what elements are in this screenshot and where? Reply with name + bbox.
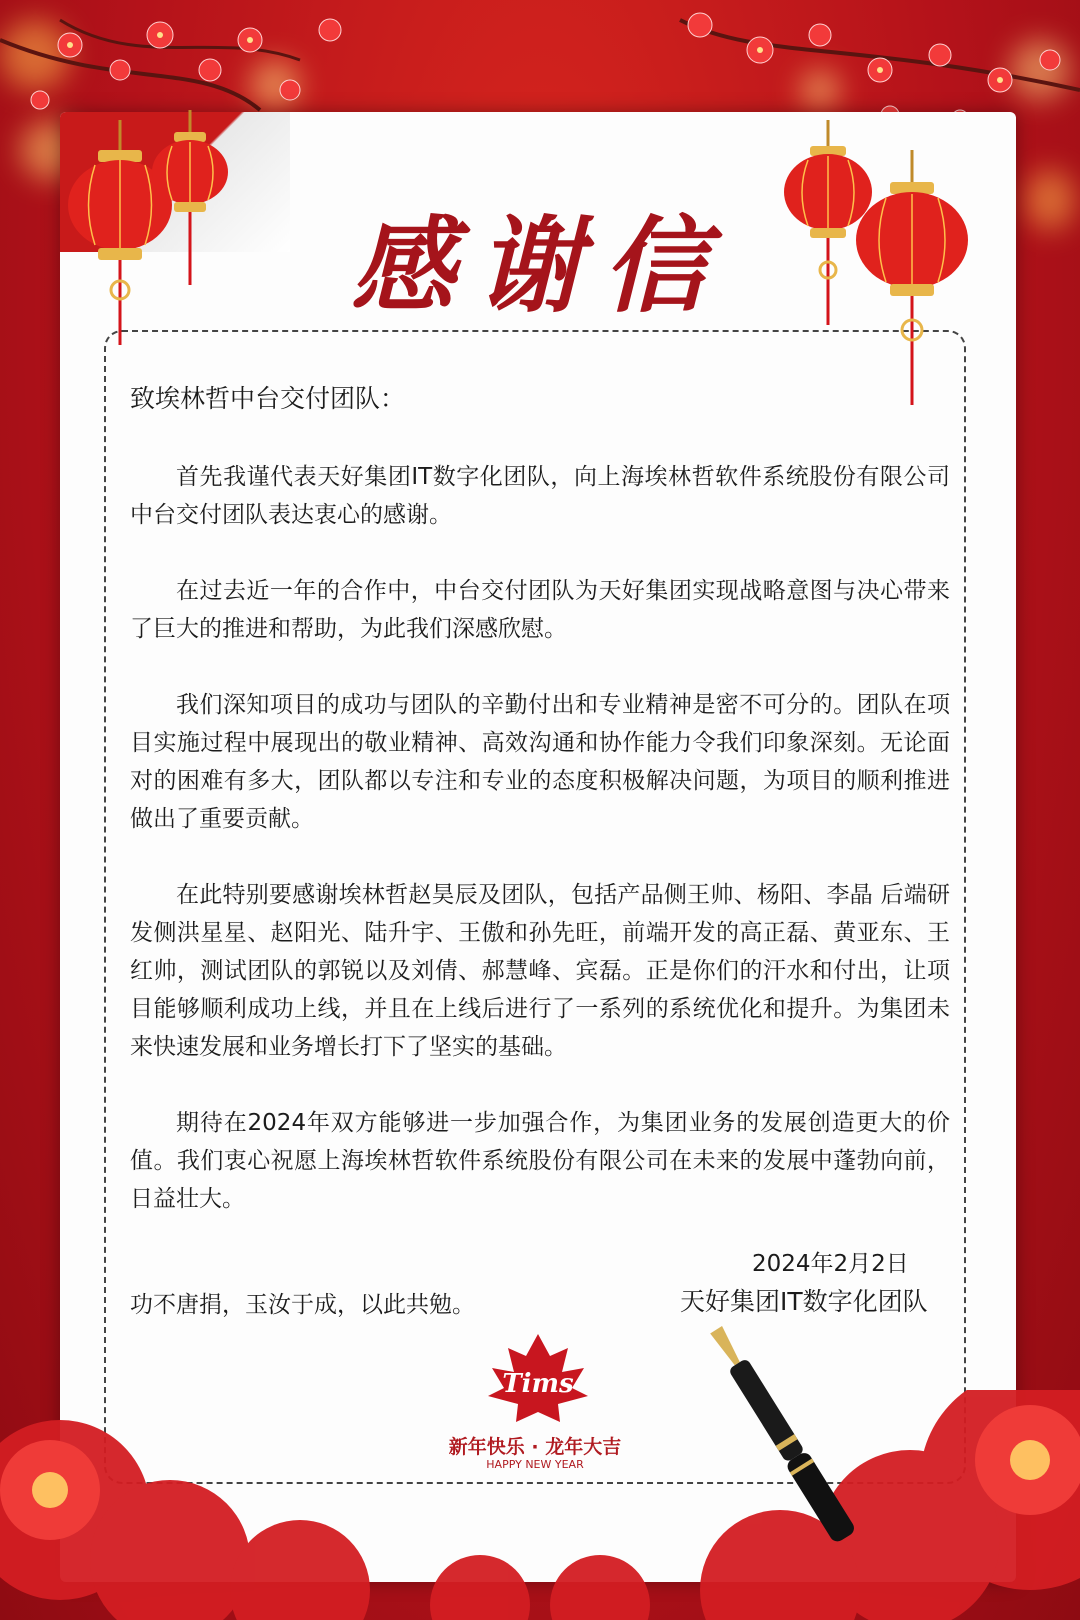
letter-body [130, 380, 950, 1256]
letter-title: 感谢信 [350, 204, 729, 327]
slogan-english: HAPPY NEW YEAR [486, 1458, 584, 1471]
paragraph: 在此特别要感谢埃林哲赵昊辰及团队，包括产品侧王帅、杨阳、李晶 后端研发侧洪星星、赵阳光、陆升宇、王傲和孙先旺，前端开发的高正磊、黄亚东、王红帅，测试团队的郭锐以及刘倩、郝慧峰、宾磊。正是你们的汗水和付出，让项目能够顺利成功上线，并且在上线后进行了一系列的系统优化和提升。为集团未来快速发展和业务增长打下了坚实的基础。 [130, 882, 950, 1060]
fountain-pen-icon [690, 1320, 880, 1560]
paragraph: 期待在2024年双方能够进一步加强合作，为集团业务的发展创造更大的价值。我们衷心祝愿上海埃林哲软件系统股份有限公司在未来的发展中蓬勃向前，日益壮大。 [130, 1110, 950, 1212]
paragraph: 在过去近一年的合作中，中台交付团队为天好集团实现战略意图与决心带来了巨大的推进和帮助，为此我们深感欣慰。 [130, 578, 950, 642]
letter-date: 2024年2月2日 [752, 1251, 909, 1277]
paragraph: 首先我谨代表天好集团IT数字化团队，向上海埃林哲软件系统股份有限公司中台交付团队表达衷心的感谢。 [130, 464, 950, 528]
red-clouds-decoration [0, 1390, 1080, 1620]
salutation: 致埃林哲中台交付团队： [130, 384, 406, 413]
svg-text:Tims: Tims [502, 1369, 574, 1399]
paragraph: 我们深知项目的成功与团队的辛勤付出和专业精神是密不可分的。团队在项目实施过程中展现出的敬业精神、高效沟通和协作能力令我们印象深刻。无论面对的困难有多大，团队都以专注和专业的态度积极解决问题，为项目的顺利推进做出了重要贡献。 [130, 692, 950, 832]
closing-line: 功不唐捐，玉汝于成，以此共勉。 [130, 1292, 475, 1318]
signature: 天好集团IT数字化团队 [680, 1287, 928, 1316]
slogan: 新年快乐 · 龙年大吉 [448, 1436, 622, 1458]
